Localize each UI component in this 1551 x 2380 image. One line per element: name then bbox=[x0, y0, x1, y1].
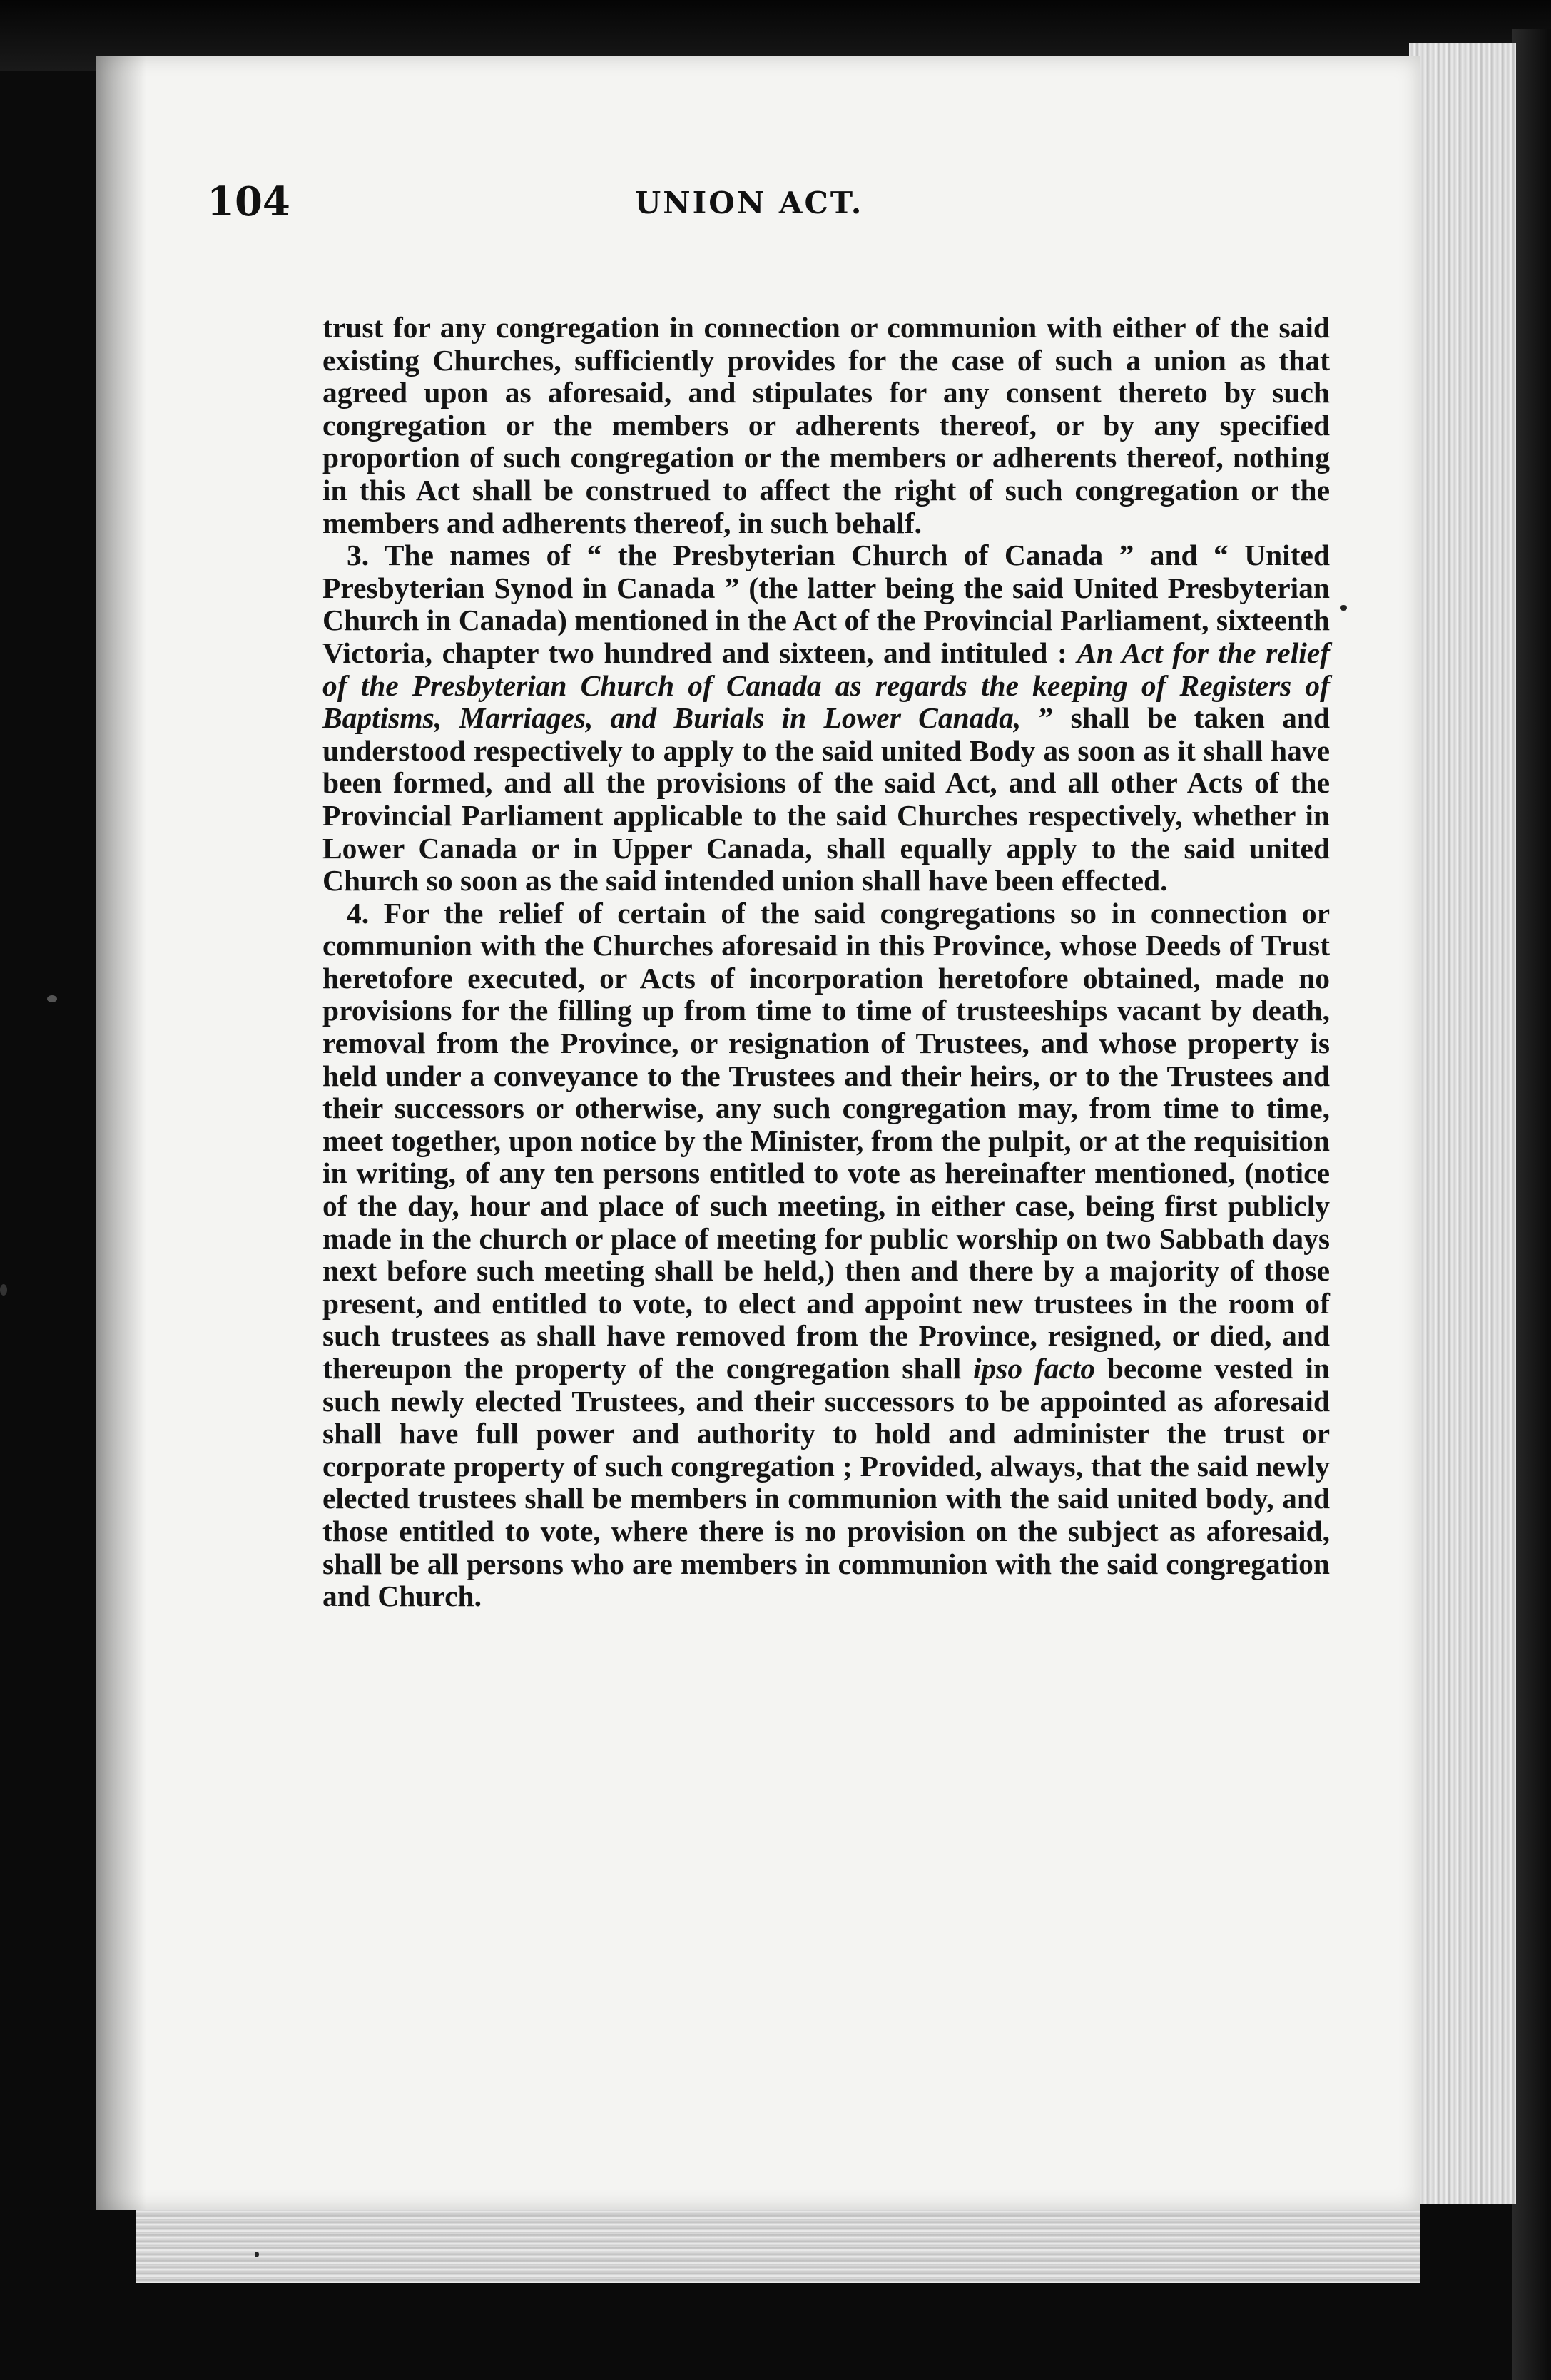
scan-speck bbox=[1340, 605, 1347, 611]
scan-speck bbox=[47, 995, 57, 1002]
spine-shadow bbox=[96, 56, 146, 2210]
scan-speck bbox=[0, 1284, 7, 1296]
paragraph-continuation bbox=[322, 312, 1330, 539]
section-3 bbox=[322, 539, 1330, 897]
body-text bbox=[322, 312, 1330, 1613]
scan-border-right bbox=[1512, 29, 1551, 2380]
section-4-text-end: become vested in such newly elected Trustees, and their successors to be appointed as aforesaid shall have full power and authority to hold and administer the trust or corporate property of such congregation ; Provided, always, that the said newly elected trustees shall be members in communion with the said united body, and those entitled to vote, where there is no provision on the subject as aforesaid, shall be all persons who are members in communion with the said congregation and Church. bbox=[322, 1352, 1330, 1613]
running-head: UNION ACT. bbox=[634, 185, 864, 220]
page-header bbox=[207, 178, 1291, 235]
scan-speck bbox=[255, 2252, 259, 2257]
section-4-text-start: 4. For the relief of certain of the said congregations so in connection or communion with the Churches aforesaid in this Province, whose Deeds of Trust heretofore executed, or Acts of incorporation heretofore obtained, made no provisions for the filling up from time to time of trusteeships vacant by death, removal from the Province, or resignation of Trustees, and whose property is held under a conveyance to the Trustees and their heirs, or to the Trustees and their successors or otherwise, any such congregation may, from time to time, meet together, upon notice by the Minister, from the pulpit, or at the requisition in writing, of any ten persons entitled to vote as hereinafter mentioned, (notice of the day, hour and place of such meeting, in either case, being first publicly made in the church or place of meeting for public worship on two Sabbath days next before such meeting shall be held,) then and there by a majority of those present, and entitled to vote, to elect and appoint new trustees in the room of such trustees as shall have removed from the Province, resigned, or died, and thereupon the property of the congregation shall bbox=[322, 896, 1330, 1385]
section-3-text-start: 3. The names of “ the Presbyterian Church of Canada ” and “ United Presbyterian Synod in Canada ” (the latter being the said United Presbyterian Church in Canada) mentioned in the Act of the Provincial Parliament, sixteenth Victoria, chapter two hundred and sixteen, and intituled : bbox=[322, 539, 1330, 669]
ipso-facto-italic: ipso facto bbox=[973, 1352, 1096, 1385]
section-3-text-end: ” shall be taken and understood respectively to apply to the said united Body as soon as it shall have been formed, and all the provisions of the said Act, and all other Acts of the Provincial Parliament applicable to the said Churches respectively, whether in Lower Canada or in Upper Canada, shall equally apply to the said united Church so soon as the said intended union shall have been effected. bbox=[322, 701, 1331, 897]
page-number: 104 bbox=[207, 178, 290, 225]
act-title-italic: An Act for the relief of the Presbyterian Church of Canada as regards the keeping of Registers of Baptisms, Marriages, and Burials in Lower Canada, bbox=[322, 636, 1330, 735]
section-4 bbox=[322, 897, 1330, 1613]
paragraph-1-text: trust for any congregation in connection or communion with either of the said existing Churches, sufficiently provides for the case of such a union as that agreed upon as aforesaid, and stipulates for any consent thereto by such congregation or the members or adherents thereof, or by any specified proportion of such congregation or the members or adherents thereof, nothing in this Act shall be construed to affect the right of such congregation or the members and adherents thereof, in such behalf. bbox=[322, 311, 1330, 539]
book-page-edges bbox=[1409, 43, 1516, 2204]
